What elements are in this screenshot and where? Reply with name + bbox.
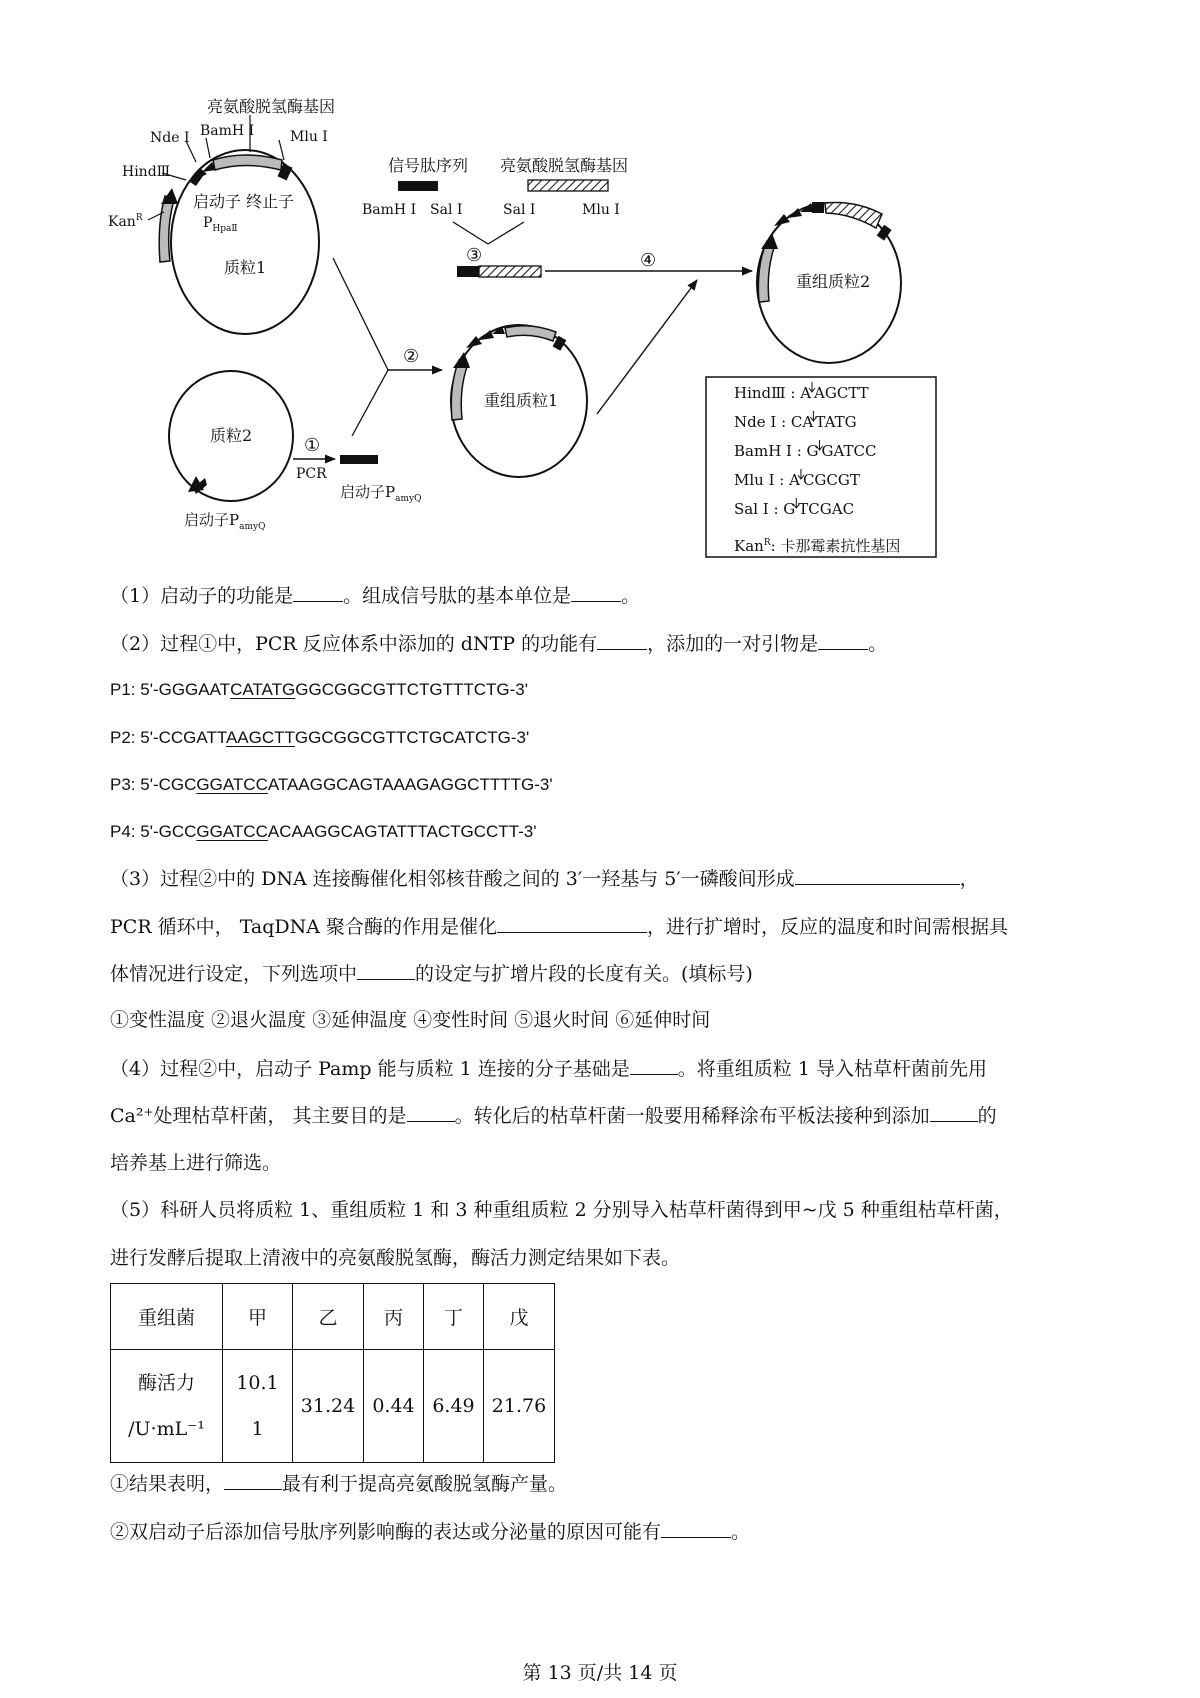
label-gene-2: 亮氨酸脱氢酶基因	[500, 156, 629, 175]
label-sal-1: Sal I	[430, 202, 463, 218]
q2-blank-2[interactable]	[818, 631, 868, 650]
row-label-line-1: 酶活力	[137, 1372, 195, 1394]
legend-enzyme-row: Sal I : G TCGAC	[734, 500, 855, 518]
step2-number: ②	[403, 346, 420, 367]
label-recombinant-1: 重组质粒1	[484, 391, 559, 410]
question-3-options: ①变性温度 ②退火温度 ③延伸温度 ④变性时间 ⑤退火时间 ⑥延伸时间	[110, 1009, 711, 1031]
q2-text-a: （2）过程①中，PCR 反应体系中添加的 dNTP 的功能有	[110, 633, 598, 655]
q4-blank-1[interactable]	[630, 1056, 678, 1075]
q1-blank-1[interactable]	[293, 583, 343, 602]
p3-site: GGATCC	[196, 775, 268, 794]
p4-suffix: ACAAGGCAGTATTTACTGCCTT-3'	[267, 822, 537, 841]
recombinant-2-promoter-arrow	[774, 214, 790, 226]
q3-blank-2[interactable]	[497, 914, 647, 933]
label-hind: HindⅢ	[122, 164, 171, 180]
q1-text-a: （1）启动子的功能是	[110, 585, 294, 607]
p3-prefix: P3: 5'-CGC	[110, 775, 197, 794]
q4-text-2b: 。转化后的枯草杆菌一般要用稀释涂布平板法接种到添加	[454, 1105, 930, 1127]
q4-blank-3[interactable]	[930, 1103, 978, 1122]
q3-text-1: （3）过程②中的 DNA 连接酶催化相邻核苷酸之间的 3′一羟基与 5′一磷酸间形成	[110, 868, 795, 890]
question-1	[110, 583, 640, 608]
question-5-sub-2	[110, 1519, 750, 1544]
label-promoter-amyq-b: 启动子$P_{amyQ}$	[340, 483, 422, 504]
table-cell: 0.44	[364, 1350, 424, 1463]
label-mlu: Mlu I	[290, 129, 328, 145]
table-header-strain: 乙	[293, 1284, 364, 1350]
label-promoter-terminator: 启动子 终止子	[193, 192, 295, 211]
q5-blank-2[interactable]	[661, 1519, 731, 1538]
q4-text-1a: （4）过程②中，启动子 Pamp 能与质粒 1 连接的分子基础是	[110, 1058, 630, 1080]
q2-text-b: ，添加的一对引物是	[647, 633, 819, 655]
question-4-line-3: 培养基上进行筛选。	[110, 1152, 282, 1174]
recombinant-2-gene-segment	[825, 202, 882, 228]
label-p-hpa: $P_{HpaⅡ}$	[203, 215, 238, 234]
legend-enzyme-row: BamH I : G GATCC	[734, 442, 877, 460]
table-cell: 6.49	[424, 1350, 484, 1463]
q5-sub1-text-b: 最有利于提高亮氨酸脱氢酶产量。	[282, 1473, 568, 1495]
question-3-line-2	[110, 914, 1008, 939]
enzyme-activity-table	[110, 1283, 555, 1463]
q3-text-2a: PCR 循环中， TaqDNA 聚合酶的作用是催化	[110, 916, 498, 938]
p1-site: CATATG	[230, 680, 296, 699]
legend-enzyme-row: HindⅢ : A AGCTT	[734, 384, 869, 402]
promoter-fragment-pcr	[340, 455, 378, 464]
table-header-strain: 丙	[364, 1284, 424, 1350]
p4-prefix: P4: 5'-GCC	[110, 822, 197, 841]
gene-label-top: 亮氨酸脱氢酶基因	[207, 97, 336, 116]
q5-sub1-text-a: ①结果表明，	[110, 1473, 225, 1495]
label-mlu-2: Mlu I	[582, 202, 620, 218]
table-cell: 21.76	[484, 1350, 555, 1463]
plasmid-1-gene-segment	[213, 155, 282, 170]
enzyme-legend-box	[706, 377, 936, 557]
p2-site: AAGCTT	[225, 728, 295, 747]
plasmid-1-kanr-arrowhead	[161, 188, 178, 204]
step1-number: ①	[304, 435, 321, 456]
signal-seq-fragment	[398, 181, 438, 191]
p2-prefix: P2: 5'-CCGATT	[110, 728, 226, 747]
label-nde: Nde I	[150, 130, 190, 146]
jia-value-line-2: 1	[251, 1418, 264, 1440]
p1-suffix: GGCGGCGTTCTGTTTCTG-3'	[295, 680, 528, 699]
recombinant-1-kanr-arrowhead	[453, 352, 470, 368]
fused-fragment-gene	[479, 266, 541, 277]
q1-text-b: 。组成信号肽的基本单位是	[343, 585, 572, 607]
table-cell: 31.24	[293, 1350, 364, 1463]
q1-blank-2[interactable]	[571, 583, 621, 602]
label-kan: Kan$^R$	[108, 213, 143, 230]
q3-text-1-end: ，	[959, 868, 979, 890]
question-4-line-2	[110, 1103, 997, 1128]
q3-blank-1[interactable]	[795, 866, 960, 885]
q3-text-3b: 的设定与扩增片段的长度有关。(填标号)	[415, 963, 753, 985]
table-header-label: 重组菌	[111, 1284, 223, 1350]
label-bamh-2: BamH I	[362, 202, 417, 218]
table-header-strain: 戊	[484, 1284, 555, 1350]
recombinant-2-kanr-arrowhead	[761, 233, 778, 249]
q4-blank-2[interactable]	[407, 1103, 455, 1122]
plasmid-construction-diagram	[0, 0, 1200, 570]
label-recombinant-2: 重组质粒2	[796, 272, 871, 291]
label-plasmid-2: 质粒2	[210, 426, 253, 445]
question-2	[110, 631, 887, 656]
table-cell-jia	[223, 1350, 293, 1463]
p1-prefix: P1: 5'-GGGAAT	[110, 680, 231, 699]
table-header-strain: 甲	[223, 1284, 293, 1350]
table-header-strain: 丁	[424, 1284, 484, 1350]
recombinant-2-kanr-segment	[758, 241, 775, 302]
legend-enzyme-row: Nde I : CA TATG	[734, 413, 857, 431]
arrow-to-recombinant-2	[597, 280, 697, 414]
label-pcr: PCR	[296, 466, 327, 482]
primer-p2	[110, 726, 529, 750]
primer-p4	[110, 820, 537, 844]
primer-p3	[110, 773, 553, 797]
fused-fragment-signal	[457, 266, 479, 277]
question-3-line-1	[110, 866, 979, 891]
q4-text-2a: Ca²⁺处理枯草杆菌， 其主要目的是	[110, 1105, 407, 1127]
q3-blank-3[interactable]	[357, 961, 415, 980]
gene-fragment	[528, 180, 608, 191]
q5-sub2-text-a: ②双启动子后添加信号肽序列影响酶的表达或分泌量的原因可能有	[110, 1521, 662, 1543]
q5-blank-1[interactable]	[224, 1471, 282, 1490]
label-sal-2: Sal I	[503, 202, 536, 218]
q4-text-2c: 的	[977, 1105, 997, 1127]
q2-blank-1[interactable]	[597, 631, 647, 650]
p4-site: GGATCC	[196, 822, 268, 841]
label-plasmid-1: 质粒1	[224, 258, 267, 277]
question-5-line-1: （5）科研人员将质粒 1、重组质粒 1 和 3 种重组质粒 2 分别导入枯草杆菌得到甲~戊 5 种重组枯草杆菌，	[110, 1199, 1013, 1221]
q3-text-3a: 体情况进行设定，下列选项中	[110, 963, 358, 985]
question-5-sub-1	[110, 1471, 567, 1496]
q2-text-c: 。	[868, 633, 888, 655]
table-row-label	[111, 1350, 223, 1463]
legend-kan-row: Kan$^R$: 卡那霉素抗性基因	[734, 537, 901, 555]
row-label-line-2: /U·mL⁻¹	[128, 1418, 205, 1440]
page-footer: 第 13 页/共 14 页	[522, 1662, 678, 1684]
recombinant-1-kanr-segment	[451, 360, 468, 420]
label-signal-seq: 信号肽序列	[388, 156, 469, 175]
question-3-line-3	[110, 961, 753, 986]
p2-suffix: GGCGGCGTTCTGCATCTG-3'	[294, 728, 530, 747]
question-5-line-2: 进行发酵后提取上清液中的亮氨酸脱氢酶，酶活力测定结果如下表。	[110, 1247, 681, 1269]
label-bamh: BamH I	[200, 123, 255, 139]
step4-number: ④	[640, 250, 657, 271]
p3-suffix: ATAAGGCAGTAAAGAGGCTTTTG-3'	[267, 775, 553, 794]
table-header-row	[111, 1284, 555, 1350]
recombinant-2-promoter-arrow-3	[800, 203, 813, 212]
label-promoter-amyq-a: 启动子$P_{amyQ}$	[184, 511, 266, 532]
legend-enzyme-row: Mlu I : A CGCGT	[734, 471, 860, 489]
q3-text-2b: ，进行扩增时，反应的温度和时间需根据具	[647, 916, 1009, 938]
table-row	[111, 1350, 555, 1463]
recombinant-2-signal-segment	[812, 202, 824, 213]
recombinant-1-gene-segment	[505, 326, 556, 341]
question-4-line-1	[110, 1056, 987, 1081]
q1-text-c: 。	[621, 585, 641, 607]
jia-value-line-1: 10.1	[236, 1372, 279, 1394]
primer-p1	[110, 678, 528, 702]
q5-sub2-text-b: 。	[731, 1521, 751, 1543]
step3-number: ③	[466, 245, 483, 266]
q4-text-1b: 。将重组质粒 1 导入枯草杆菌前先用	[677, 1058, 987, 1080]
